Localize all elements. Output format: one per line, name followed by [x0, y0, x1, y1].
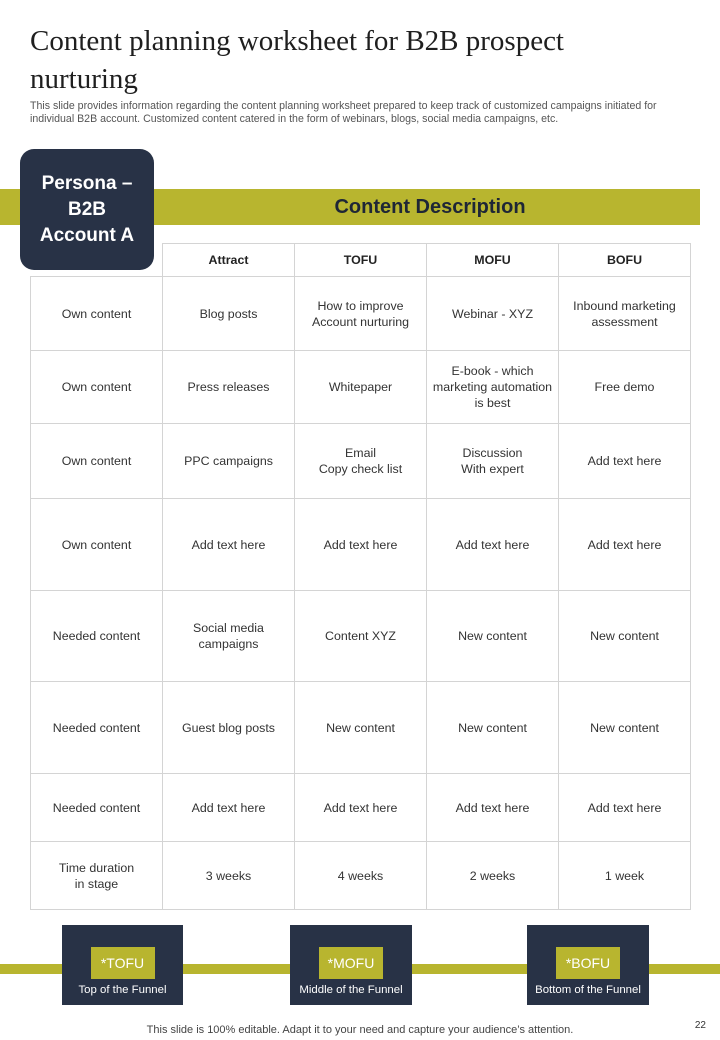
footer-note: This slide is 100% editable. Adapt it to your need and capture your audience’s attention.: [146, 1024, 574, 1036]
table-cell: 1 week: [559, 842, 691, 910]
row-label: Needed content: [31, 591, 163, 682]
legend-label: Middle of the Funnel: [299, 984, 403, 996]
table-row: [31, 499, 691, 591]
row-label: Own content: [31, 499, 163, 591]
band-edge: [700, 189, 720, 225]
table-cell: Discussion With expert: [427, 424, 559, 499]
table-cell: New content: [295, 682, 427, 774]
legend-bofu: [527, 925, 649, 1005]
table-cell: E-book - which marketing automation is best: [427, 351, 559, 424]
table-cell: Email Copy check list: [295, 424, 427, 499]
table-cell: New content: [559, 682, 691, 774]
column-header-bofu: BOFU: [559, 244, 691, 277]
row-label: Own content: [31, 351, 163, 424]
table-row: [31, 277, 691, 351]
table-cell: Add text here: [295, 499, 427, 591]
table-cell: 2 weeks: [427, 842, 559, 910]
legend-tag: *MOFU: [319, 947, 383, 979]
column-header-tofu: TOFU: [295, 244, 427, 277]
table-cell: Whitepaper: [295, 351, 427, 424]
row-label: Own content: [31, 424, 163, 499]
persona-badge: Persona – B2B Account A: [20, 149, 154, 270]
table-cell: Add text here: [427, 499, 559, 591]
table-cell: 4 weeks: [295, 842, 427, 910]
table-row: [31, 591, 691, 682]
content-planning-table: [30, 243, 691, 910]
legend-tag: *TOFU: [91, 947, 155, 979]
page-number: 22: [694, 1020, 706, 1031]
table-cell: PPC campaigns: [163, 424, 295, 499]
row-label: Needed content: [31, 682, 163, 774]
table-row: [31, 424, 691, 499]
legend-label: Bottom of the Funnel: [535, 984, 641, 996]
content-description-heading: Content Description: [334, 195, 526, 218]
legend-mofu: [290, 925, 412, 1005]
table-cell: Content XYZ: [295, 591, 427, 682]
table-cell: Inbound marketing assessment: [559, 277, 691, 351]
table-row: [31, 774, 691, 842]
page-subtitle: This slide provides information regarding the content planning worksheet prepared to keep track of customized campaigns initiated for individual B2B account. Customized content catered in the form of webinars, blogs, social media campaigns, etc.: [30, 100, 657, 125]
table-cell: Blog posts: [163, 277, 295, 351]
table-cell: Add text here: [163, 774, 295, 842]
table-cell: Free demo: [559, 351, 691, 424]
row-label: Time duration in stage: [31, 842, 163, 910]
table-cell: 3 weeks: [163, 842, 295, 910]
table-cell: Add text here: [427, 774, 559, 842]
row-label: Own content: [31, 277, 163, 351]
row-label: Needed content: [31, 774, 163, 842]
legend-label: Top of the Funnel: [78, 984, 167, 996]
table-row: [31, 682, 691, 774]
column-header-attract: Attract: [163, 244, 295, 277]
table-cell: Social media campaigns: [163, 591, 295, 682]
table-cell: New content: [559, 591, 691, 682]
table-cell: Guest blog posts: [163, 682, 295, 774]
legend-tofu: [62, 925, 183, 1005]
column-header-mofu: MOFU: [427, 244, 559, 277]
page-title: Content planning worksheet for B2B prospect nurturing: [30, 25, 564, 95]
table-cell: Add text here: [295, 774, 427, 842]
table-cell: New content: [427, 591, 559, 682]
table-cell: New content: [427, 682, 559, 774]
table-row: [31, 351, 691, 424]
table-cell: Press releases: [163, 351, 295, 424]
table-cell: Add text here: [559, 424, 691, 499]
table-cell: Webinar - XYZ: [427, 277, 559, 351]
table-cell: Add text here: [559, 774, 691, 842]
legend-tag: *BOFU: [556, 947, 620, 979]
table-cell: Add text here: [163, 499, 295, 591]
table-row: [31, 842, 691, 910]
table-cell: Add text here: [559, 499, 691, 591]
table-cell: How to improve Account nurturing: [295, 277, 427, 351]
